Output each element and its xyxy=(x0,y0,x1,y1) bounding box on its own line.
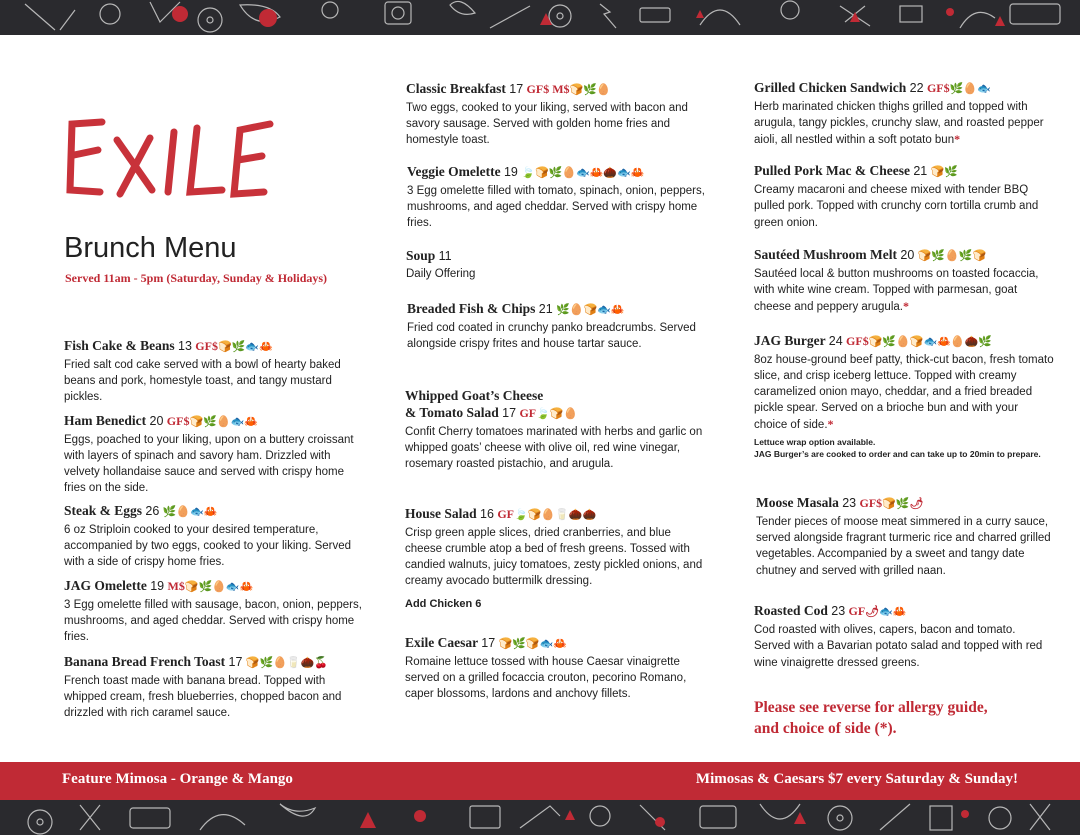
dietary-tag: GF$ xyxy=(926,81,950,95)
allergen-icons: 🍞🌿 xyxy=(930,166,959,178)
item-price: 22 xyxy=(909,81,924,95)
item-description: 3 Egg omelette filled with tomato, spinach, onion, peppers, mushrooms, and aged cheddar. Served with crispy home fries. xyxy=(407,185,705,229)
item-price: 11 xyxy=(438,249,452,263)
item-name: Roasted Cod xyxy=(754,603,828,618)
service-hours: Served 11am - 5pm (Saturday, Sunday & Holidays) xyxy=(65,271,328,285)
item-price: 19 xyxy=(150,579,165,593)
allergen-icons: 🍞🌿🌶 xyxy=(882,498,924,510)
item-name: Banana Bread French Toast xyxy=(64,654,226,669)
menu-item xyxy=(756,494,1056,579)
item-name: Pulled Pork Mac & Cheese xyxy=(754,163,910,178)
allergen-icons: 🍞🌿🐟🦀 xyxy=(217,341,273,353)
bottom-decorative-band xyxy=(0,800,1080,835)
lettuce-wrap-note: Lettuce wrap option available. xyxy=(754,437,876,447)
allergen-icons: 🍃🍞🌿🥚🐟🦀🌰🐟🦀 xyxy=(521,167,645,179)
item-description: Tender pieces of moose meat simmered in a curry sauce, served alongside fragrant turmeric rice and charred grilled vegetables. Accompanied by a sweet and tangy date chutney and served with grilled naan. xyxy=(756,516,1051,577)
item-price: 19 xyxy=(503,165,518,179)
item-description: Daily Offering xyxy=(406,268,476,280)
burger-notes xyxy=(754,436,1054,460)
menu-item xyxy=(406,80,706,148)
dietary-tag: GF$ xyxy=(846,334,869,348)
item-name: Grilled Chicken Sandwich xyxy=(754,80,907,95)
menu-item xyxy=(405,387,705,472)
item-name: Classic Breakfast xyxy=(406,81,506,96)
cook-time-note: JAG Burger’s are cooked to order and can take up to 20min to prepare. xyxy=(754,449,1041,459)
weekend-promo: Mimosas & Caesars $7 every Saturday & Sunday! xyxy=(695,771,1018,787)
menu-item xyxy=(405,505,705,589)
side-choice-star: * xyxy=(954,132,961,146)
allergen-icons: 🍞🌿🍞🐟🦀 xyxy=(498,638,568,650)
top-decorative-band xyxy=(0,0,1080,35)
side-choice-star: * xyxy=(827,417,834,431)
menu-item xyxy=(64,337,364,405)
item-description: Crisp green apple slices, dried cranberries, and blue cheese crumble atop a bed of fresh greens. Tossed with candied walnuts, juicy tomatoes, zesty pickled onions, and creamy avocado buttermilk dressing. xyxy=(405,527,703,587)
item-name-line2: & Tomato Salad xyxy=(405,405,499,420)
menu-item xyxy=(407,300,707,352)
item-description: Fried salt cod cake served with a bowl of hearty baked beans and pork, homestyle toast, and tangy mustard pickles. xyxy=(64,359,341,403)
item-name: Whipped Goat’s Cheese xyxy=(405,388,544,403)
allergen-icons: 🍃🍞🥚 xyxy=(536,408,578,420)
item-description: 8oz house-ground beef patty, thick-cut bacon, fresh tomato slice, and crisp iceberg lettuce. Topped with creamy caramelized onion mayo, cheddar, and a fried breaded pickle spear. Served on a brioche bun and with your choice of side. xyxy=(754,354,1054,431)
item-price: 20 xyxy=(149,414,164,428)
item-name: Sautéed Mushroom Melt xyxy=(754,247,897,262)
allergen-icons: 🍞🌿🥚🐟🦀 xyxy=(184,581,254,593)
menu-item xyxy=(754,79,1054,148)
dietary-tag: GF$ xyxy=(166,414,190,428)
menu-item xyxy=(754,162,1054,231)
item-description: Cod roasted with olives, capers, bacon and tomato. Served with a Bavarian potato salad and topped with red wine vinaigrette dressed greens. xyxy=(754,624,1043,669)
menu-item xyxy=(64,502,364,570)
item-price: 24 xyxy=(828,334,843,348)
menu-item xyxy=(64,412,364,496)
item-description: Romaine lettuce tossed with house Caesar vinaigrette served on a grilled focaccia crouton, pecorino Romano, caper blossoms, lardons and anchovy fillets. xyxy=(405,656,687,700)
allergen-icons: 🍞🌿🥚🐟🦀 xyxy=(189,416,258,428)
exile-logo xyxy=(62,110,282,210)
item-description: Confit Cherry tomatoes marinated with herbs and garlic on whipped goats’ cheese with olive oil, red wine vinegar, rosemary roasted pistachio, and arugula. xyxy=(405,426,703,470)
menu-item xyxy=(405,634,705,702)
item-name: JAG Omelette xyxy=(64,578,147,593)
allergen-icons: 🍞🌿🥚🍞🐟🦀🥚🌰🌿 xyxy=(868,336,992,348)
menu-item xyxy=(754,246,1054,315)
item-description: Fried cod coated in crunchy panko breadcrumbs. Served alongside crispy frites and house tartar sauce. xyxy=(407,322,696,350)
menu-item xyxy=(407,163,707,231)
item-name: Fish Cake & Beans xyxy=(64,338,175,353)
item-name: Veggie Omelette xyxy=(407,164,501,179)
dietary-tag: GF xyxy=(519,406,537,420)
dietary-tag: GF xyxy=(497,507,514,521)
menu-item xyxy=(754,602,1054,671)
item-description: 6 oz Striploin cooked to your desired temperature, accompanied by two eggs, cooked to your liking. Served with a side of crispy home fries. xyxy=(64,524,352,568)
item-name: Moose Masala xyxy=(756,495,839,510)
item-price: 20 xyxy=(900,248,915,262)
allergy-guide-note xyxy=(754,697,1054,739)
item-price: 26 xyxy=(145,504,160,518)
item-name: House Salad xyxy=(405,506,477,521)
item-price: 13 xyxy=(178,339,192,353)
item-description: French toast made with banana bread. Topped with whipped cream, fresh blueberries, chopped bacon and drizzled with rich caramel sauce. xyxy=(64,675,342,719)
item-name: JAG Burger xyxy=(754,333,826,348)
menu-item xyxy=(754,332,1054,433)
allergen-icons: 🌿🥚🐟🦀 xyxy=(162,506,218,518)
item-price: 21 xyxy=(538,302,553,316)
allergy-note-line2: and choice of side (*). xyxy=(754,720,897,737)
promo-footer xyxy=(0,762,1080,800)
allergen-icons: 🍞🌿🥚 xyxy=(569,84,611,96)
menu-item xyxy=(64,577,364,645)
allergen-icons: 🌿🥚🍞🐟🦀 xyxy=(556,304,625,316)
item-price: 17 xyxy=(481,636,496,650)
add-chicken-note: Add Chicken 6 xyxy=(405,598,482,610)
side-choice-star: * xyxy=(902,299,909,313)
dietary-tag: M$ xyxy=(167,579,185,593)
menu-item xyxy=(64,653,364,721)
allergen-icons: 🌿🥚🐟 xyxy=(949,83,991,95)
allergen-icons: 🍞🌿🥚🌿🍞 xyxy=(917,250,987,262)
item-price: 17 xyxy=(509,82,524,96)
item-description: Creamy macaroni and cheese mixed with tender BBQ pulled pork. Topped with crunchy corn tortilla crumb and green onion. xyxy=(754,184,1039,229)
item-name: Breaded Fish & Chips xyxy=(407,301,536,316)
item-name: Exile Caesar xyxy=(405,635,478,650)
item-description: Herb marinated chicken thighs grilled and topped with arugula, tangy pickles, crunchy slaw, and roasted pepper aioli, all nestled within a soft potato bun xyxy=(754,101,1044,146)
feature-mimosa: Feature Mimosa - Orange & Mango xyxy=(62,771,293,787)
dietary-tag: GF$ xyxy=(859,496,883,510)
item-price: 21 xyxy=(913,164,928,178)
item-description: Sautéed local & button mushrooms on toasted focaccia, with white wine cream. Topped with parmesan, goat cheese and peppery arugula. xyxy=(754,268,1039,313)
item-description: 3 Egg omelette filled with sausage, bacon, onion, peppers, mushrooms, and aged cheddar. Served with crispy home fries. xyxy=(64,599,362,643)
item-price: 16 xyxy=(480,507,494,521)
allergen-icons: 🌶🐟🦀 xyxy=(865,606,907,618)
item-price: 23 xyxy=(831,604,846,618)
item-price: 23 xyxy=(842,496,857,510)
allergen-icons: 🍞🌿🥚🥛🌰🍒 xyxy=(245,657,329,669)
item-name: Ham Benedict xyxy=(64,413,147,428)
allergen-icons: 🍃🍞🥚🥛🌰🌰 xyxy=(513,509,597,521)
allergy-note-line1: Please see reverse for allergy guide, xyxy=(754,699,988,716)
item-price: 17 xyxy=(228,655,243,669)
item-name: Soup xyxy=(406,248,436,263)
dietary-tag: GF$ xyxy=(195,339,218,353)
item-description: Eggs, poached to your liking, upon on a buttery croissant with layers of spinach and savory ham. Drizzled with velvety hollandaise sauce and served with crispy home fries on the side. xyxy=(64,434,354,494)
item-price: 17 xyxy=(502,406,517,420)
page-title: Brunch Menu xyxy=(64,232,237,264)
dietary-tag: GF xyxy=(848,604,866,618)
menu-item xyxy=(406,247,706,282)
dietary-tag: GF$ M$ xyxy=(526,82,570,96)
item-name: Steak & Eggs xyxy=(64,503,143,518)
item-description: Two eggs, cooked to your liking, served with bacon and savory sausage. Served with golden home fries and homestyle toast. xyxy=(406,102,688,146)
